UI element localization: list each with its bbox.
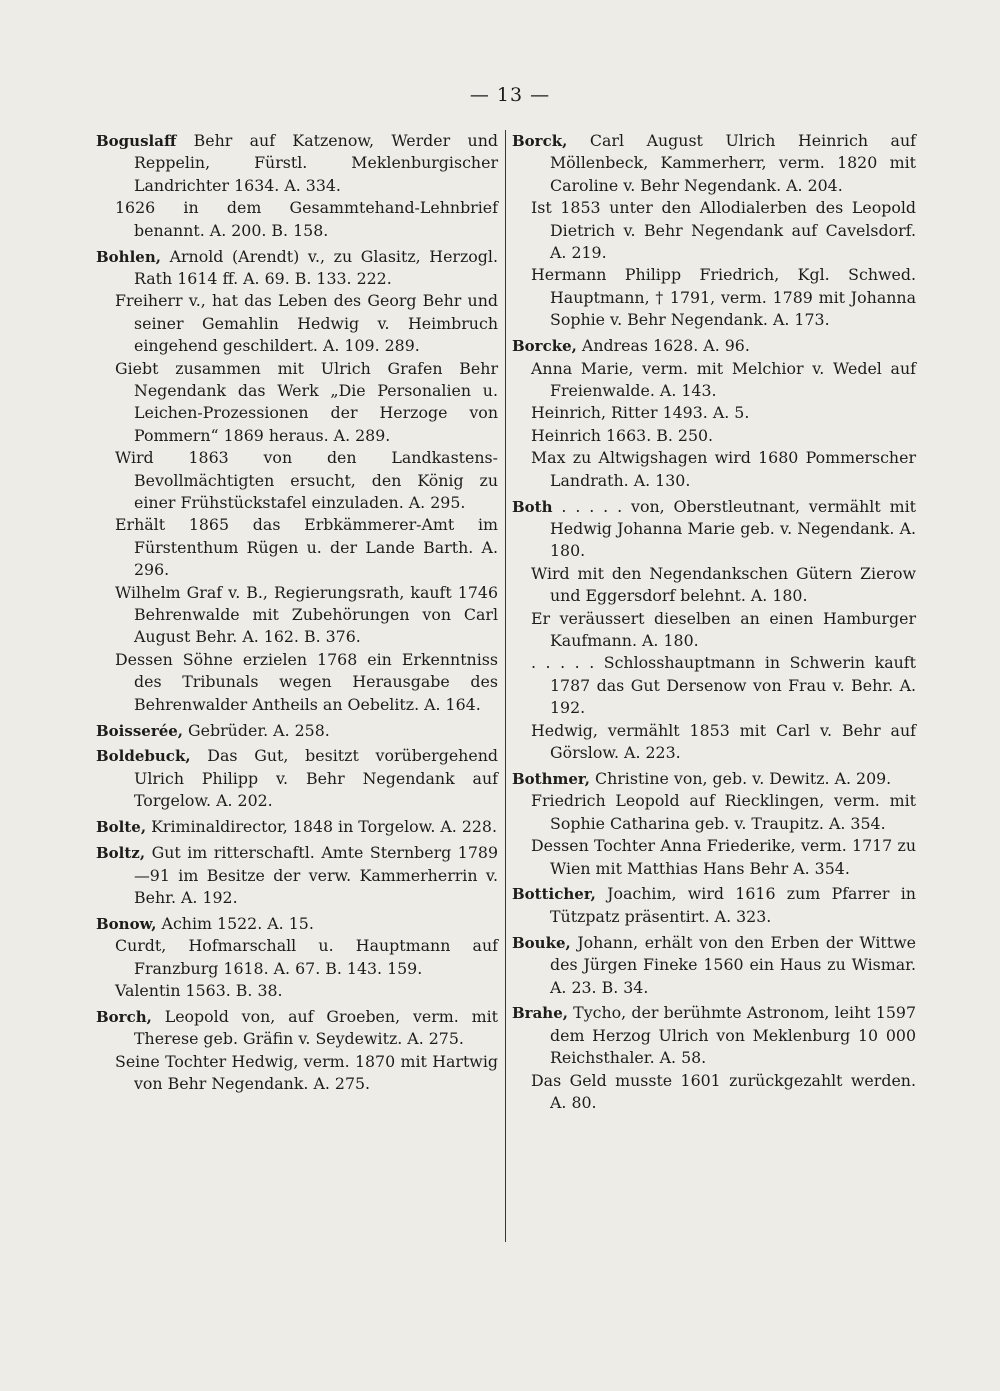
index-entry: [512, 130, 916, 332]
entry-headword: Borcke,: [512, 337, 577, 356]
entry-headword: Boltz,: [96, 844, 146, 863]
entry-headword: Bouke,: [512, 933, 571, 952]
entry-text: . . . . . Schlosshauptmann in Schwerin kauft 1787 das Gut Dersenow von Frau v. Behr. A. 192.: [531, 653, 916, 718]
entry-subentry: [96, 582, 498, 649]
entry-headword: Both: [512, 497, 553, 516]
entry-subentry: [96, 649, 498, 716]
entry-subentry: [512, 197, 916, 264]
entry-text: Das Geld musste 1601 zurückgezahlt werden. A. 80.: [531, 1070, 916, 1113]
entry-main-text: [96, 130, 498, 197]
index-entry: [512, 883, 916, 928]
entry-subentry: [512, 358, 916, 403]
entry-text: Er veräussert dieselben an einen Hamburger Kaufmann. A. 180.: [531, 608, 916, 650]
entry-subentry: [512, 608, 916, 653]
index-entry: [96, 720, 498, 742]
entry-main-text: [512, 932, 916, 999]
entry-text: Tycho, der berühmte Astronom, leiht 1597 dem Herzog Ulrich von Meklenburg 10 000 Reichsthaler. A. 58.: [550, 1003, 916, 1068]
entry-subentry: [96, 197, 498, 242]
entry-text: . . . . . von, Oberstleutnant, vermählt mit Hedwig Johanna Marie geb. v. Negendank. A. 180.: [550, 496, 916, 561]
entry-subentry: [512, 1070, 916, 1115]
entry-headword: Bothmer,: [512, 769, 590, 788]
entry-headword: Boguslaff: [96, 132, 177, 150]
entry-subentry: [512, 447, 916, 492]
entry-text: Wird 1863 von den Landkastens-Bevollmächtigten ersucht, den König zu einer Frühstückstafel einzuladen. A. 295.: [115, 448, 498, 512]
entry-text: Gut im ritterschaftl. Amte Sternberg 1789—91 im Besitze der verw. Kammerherrin v. Behr. A. 192.: [134, 843, 498, 907]
index-entry: [512, 932, 916, 999]
index-entry: [512, 1002, 916, 1114]
entry-subentry: [512, 720, 916, 765]
entry-text: Giebt zusammen mit Ulrich Grafen Behr Negendank das Werk „Die Personalien u. Leichen-Prozessionen der Herzoge von Pommern“ 1869 heraus. A. 289.: [115, 358, 498, 445]
entry-main-text: [96, 842, 498, 909]
entry-text: Wilhelm Graf v. B., Regierungsrath, kauft 1746 Behrenwalde mit Zubehörungen von Carl August Behr. A. 162. B. 376.: [115, 582, 498, 647]
index-entry: [512, 768, 916, 880]
entry-subentry: [512, 402, 916, 424]
entry-text: 1626 in dem Gesammtehand-Lehnbrief benannt. A. 200. B. 158.: [115, 198, 498, 240]
entry-subentry: [512, 835, 916, 880]
index-entry: [512, 496, 916, 765]
entry-subentry: [96, 447, 498, 514]
entry-text: Andreas 1628. A. 96.: [576, 336, 750, 356]
entry-subentry: [96, 290, 498, 357]
entry-main-text: [512, 335, 916, 357]
entry-main-text: [96, 913, 498, 935]
entry-headword: Borch,: [96, 1007, 152, 1026]
entry-main-text: [96, 246, 498, 291]
entry-text: Hedwig, vermählt 1853 mit Carl v. Behr auf Görslow. A. 223.: [531, 720, 916, 762]
entry-subentry: [96, 358, 498, 448]
entry-text: Carl August Ulrich Heinrich auf Möllenbeck, Kammerherr, verm. 1820 mit Caroline v. Behr Negendank. A. 204.: [550, 131, 916, 195]
index-entry: [96, 816, 498, 838]
entry-main-text: [96, 745, 498, 812]
entry-text: Ist 1853 unter den Allodialerben des Leopold Dietrich v. Behr Negendank auf Cavelsdorf. A. 219.: [531, 198, 916, 263]
entry-main-text: [96, 720, 498, 742]
index-entry: [96, 745, 498, 812]
entry-text: Heinrich, Ritter 1493. A. 5.: [531, 403, 750, 423]
entry-headword: Bohlen,: [96, 247, 161, 266]
entry-main-text: [96, 1006, 498, 1051]
entry-headword: Boisserée,: [96, 721, 184, 740]
entry-text: Joachim, wird 1616 zum Pfarrer in Tützpatz präsentirt. A. 323.: [550, 884, 916, 926]
entry-text: Hermann Philipp Friedrich, Kgl. Schwed. Hauptmann, † 1791, verm. 1789 mit Johanna Sophie v. Behr Negendank. A. 173.: [531, 265, 916, 330]
entry-headword: Bonow,: [96, 914, 157, 933]
index-entry: [96, 1006, 498, 1096]
index-entry: [96, 913, 498, 1003]
entry-subentry: [512, 264, 916, 331]
entry-text: Heinrich 1663. B. 250.: [531, 425, 714, 445]
entry-text: Max zu Altwigshagen wird 1680 Pommerscher Landrath. A. 130.: [531, 448, 916, 490]
entry-headword: Bolte,: [96, 818, 147, 837]
entry-text: Dessen Söhne erzielen 1768 ein Erkenntniss des Tribunals wegen Herausgabe des Behrenwalder Antheils an Oebelitz. A. 164.: [115, 649, 498, 714]
entry-main-text: [512, 130, 916, 197]
entry-text: Johann, erhält von den Erben der Wittwe des Jürgen Fineke 1560 ein Haus zu Wismar. A. 23. B. 34.: [550, 932, 916, 997]
entry-subentry: [96, 935, 498, 980]
entry-text: Das Gut, besitzt vorübergehend Ulrich Philipp v. Behr Negendank auf Torgelow. A. 202.: [134, 746, 498, 811]
entry-subentry: [512, 563, 916, 608]
entry-headword: Borck,: [512, 132, 568, 150]
entry-text: Dessen Tochter Anna Friederike, verm. 1717 zu Wien mit Matthias Hans Behr A. 354.: [531, 836, 916, 878]
entry-main-text: [96, 816, 498, 838]
index-entry: [96, 246, 498, 717]
entry-text: Gebrüder. A. 258.: [183, 720, 330, 740]
entry-subentry: [512, 652, 916, 719]
entry-main-text: [512, 768, 916, 790]
index-entry: [512, 335, 916, 492]
entry-subentry: [96, 514, 498, 581]
entry-text: Curdt, Hofmarschall u. Hauptmann auf Franzburg 1618. A. 67. B. 143. 159.: [115, 936, 498, 978]
entry-subentry: [96, 1051, 498, 1096]
entry-subentry: [96, 980, 498, 1002]
entry-headword: Boldebuck,: [96, 747, 191, 766]
right-column: [512, 130, 916, 1118]
entry-text: Achim 1522. A. 15.: [156, 913, 314, 933]
entry-text: Anna Marie, verm. mit Melchior v. Wedel auf Freienwalde. A. 143.: [531, 358, 916, 400]
index-entry: [96, 842, 498, 909]
page-number: — 13 —: [469, 84, 551, 106]
entry-subentry: [512, 790, 916, 835]
entry-text: Wird mit den Negendankschen Gütern Zierow und Eggersdorf belehnt. A. 180.: [531, 563, 916, 606]
entry-subentry: [512, 425, 916, 447]
entry-text: Friedrich Leopold auf Riecklingen, verm. mit Sophie Catharina geb. v. Traupitz. A. 354.: [531, 791, 916, 833]
entry-main-text: [512, 496, 916, 563]
entry-headword: Botticher,: [512, 885, 596, 904]
entry-text: Christine von, geb. v. Dewitz. A. 209.: [589, 768, 892, 788]
entry-text: Valentin 1563. B. 38.: [115, 981, 283, 1001]
left-column: [96, 130, 498, 1099]
entry-text: Seine Tochter Hedwig, verm. 1870 mit Hartwig von Behr Negendank. A. 275.: [115, 1051, 498, 1094]
entry-text: Kriminaldirector, 1848 in Torgelow. A. 228.: [146, 817, 497, 837]
entry-main-text: [512, 1002, 916, 1069]
entry-text: Behr auf Katzenow, Werder und Reppelin, Fürstl. Meklenburgischer Landrichter 1634. A. 334.: [134, 131, 498, 195]
column-divider: [505, 130, 506, 1242]
entry-text: Arnold (Arendt) v., zu Glasitz, Herzogl. Rath 1614 ff. A. 69. B. 133. 222.: [134, 246, 498, 288]
entry-text: Freiherr v., hat das Leben des Georg Behr und seiner Gemahlin Hedwig v. Heimbruch eingehend geschildert. A. 109. 289.: [115, 291, 498, 356]
entry-main-text: [512, 883, 916, 928]
index-entry: [96, 130, 498, 242]
entry-headword: Brahe,: [512, 1004, 568, 1023]
entry-text: Leopold von, auf Groeben, verm. mit Therese geb. Gräfin v. Seydewitz. A. 275.: [134, 1006, 498, 1049]
entry-text: Erhält 1865 das Erbkämmerer-Amt im Fürstenthum Rügen u. der Lande Barth. A. 296.: [115, 515, 498, 580]
